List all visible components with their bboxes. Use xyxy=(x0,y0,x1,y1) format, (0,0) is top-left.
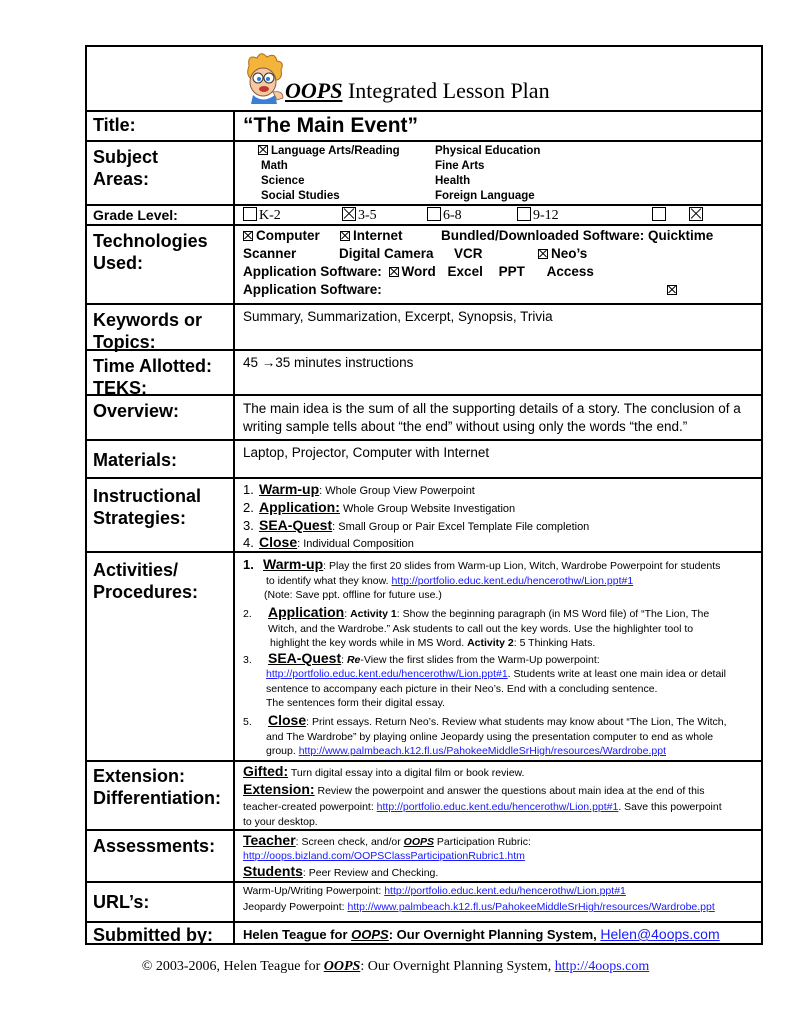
checked-box-icon xyxy=(258,145,268,155)
overview-line: The main idea is the sum of all the supporting details of a story. The conclusion of a xyxy=(243,401,741,416)
wardrobe-ppt-link[interactable]: http://www.palmbeach.k12.fl.us/PahokeeMiddleSrHigh/resources/Wardrobe.ppt xyxy=(347,901,715,913)
technologies-list: Computer Internet Bundled/Downloaded Software: Quicktime Scanner Digital Camera VCR Neo’s Application Software: Word Excel PPT Access Application Software: xyxy=(243,228,714,297)
technologies-label-2: Used: xyxy=(93,253,144,273)
technologies-label xyxy=(87,226,235,303)
list-item: Students: Peer Review and Checking. xyxy=(243,863,439,879)
list-item: Teacher: Screen check, and/or OOPS Participation Rubric: xyxy=(243,832,531,848)
list-item: Jeopardy Powerpoint: http://www.palmbeach.k12.fl.us/PahokeeMiddleSrHigh/resources/Wardrobe.ppt xyxy=(243,901,715,913)
list-item xyxy=(243,849,525,863)
activities-label-1: Activities/ xyxy=(93,560,179,580)
activities-label xyxy=(87,553,235,760)
time-value: 45 →35 minutes instructions xyxy=(243,355,414,370)
header-title xyxy=(285,78,550,104)
assessments-row xyxy=(87,829,761,881)
header-row xyxy=(87,47,761,110)
header-title-text: Integrated Lesson Plan xyxy=(342,78,550,103)
grade-option[interactable]: 9-12 xyxy=(517,207,559,224)
rubric-link[interactable]: http://oops.bizland.com/OOPSClassParticipationRubric1.htm xyxy=(243,850,525,862)
subject-label-1: Subject xyxy=(93,147,159,167)
subject-item: Science xyxy=(261,175,305,187)
overview-row xyxy=(87,394,761,439)
list-item: and The Wardrobe” by playing online Jeopardy using the presentation computer to end as whole xyxy=(266,731,714,743)
subject-item: Language Arts/Reading xyxy=(258,144,400,159)
grade-options xyxy=(237,206,761,224)
list-item: Extension: Review the powerpoint and answer the questions about main idea at the end of this xyxy=(243,781,705,797)
keywords-label-2: Topics: xyxy=(93,332,156,352)
tech-camera: Digital Camera xyxy=(339,246,434,261)
email-link[interactable]: Helen@4oops.com xyxy=(600,926,720,942)
assessments-label: Assessments: xyxy=(87,831,235,881)
tech-app-software-2: Application Software: xyxy=(243,282,382,297)
header-brand: OOPS xyxy=(285,78,343,103)
subject-item: Foreign Language xyxy=(435,190,535,202)
checked-box-icon xyxy=(389,267,399,277)
subject-row xyxy=(87,140,761,204)
list-item: 5. Close: Print essays. Return Neo’s. Review what students may know about “The Lion, The Witch, xyxy=(243,712,727,728)
list-item: Gifted: Turn digital essay into a digital film or book review. xyxy=(243,763,525,779)
list-item: Witch, and the Wardrobe.” Ask students to call out the key words. Use the highlighter tool to xyxy=(268,623,694,635)
grade-option[interactable]: 3-5 xyxy=(342,207,377,224)
list-item: http://portfolio.educ.kent.edu/hencerothw/Lion.ppt#1. Students write at least one main idea or detail xyxy=(266,668,726,680)
submitted-row xyxy=(87,921,761,945)
urls-label: URL’s: xyxy=(87,883,235,921)
checkbox-icon xyxy=(243,207,257,221)
urls-row xyxy=(87,881,761,921)
submitted-value: Helen Teague for OOPS: Our Overnight Planning System, Helen@4oops.com xyxy=(243,926,720,942)
activities-label-2: Procedures: xyxy=(93,582,199,602)
list-item: 1. Warm-up: Whole Group View Powerpoint xyxy=(243,481,475,497)
keywords-label xyxy=(87,305,235,352)
list-item: highlight the key words while in MS Word. Activity 2: 5 Thinking Hats. xyxy=(270,637,596,649)
list-item: group. http://www.palmbeach.k12.fl.us/PahokeeMiddleSrHigh/resources/Wardrobe.ppt xyxy=(266,745,666,757)
title-label: Title: xyxy=(87,112,235,140)
subject-label-2: Areas: xyxy=(93,169,150,189)
overview-label: Overview: xyxy=(87,396,235,439)
strategies-label-2: Strategies: xyxy=(93,508,187,528)
extension-row xyxy=(87,760,761,829)
teks-label: TEKS: xyxy=(93,378,147,398)
checkbox-icon xyxy=(427,207,441,221)
subject-item: Social Studies xyxy=(261,190,340,202)
time-label xyxy=(87,351,235,398)
list-item: 2. Application: Whole Group Website Investigation xyxy=(243,499,516,515)
grade-option[interactable]: 6-8 xyxy=(427,207,462,224)
keywords-row xyxy=(87,303,761,352)
list-item: 3. SEA-Quest: Small Group or Pair Excel Template File completion xyxy=(243,517,590,533)
list-item: to identify what they know. http://portfolio.educ.kent.edu/hencerothw/Lion.ppt#1 xyxy=(266,575,634,587)
subject-item: Fine Arts xyxy=(435,160,485,172)
grade-label: Grade Level: xyxy=(87,206,235,224)
extension-label-1: Extension: xyxy=(93,766,186,786)
materials-row xyxy=(87,439,761,477)
list-item: 1. Warm-up: Play the first 20 slides from Warm-up Lion, Witch, Wardrobe Powerpoint for students xyxy=(243,556,721,572)
checked-box-icon xyxy=(667,285,677,295)
title-row xyxy=(87,110,761,140)
technologies-label-1: Technologies xyxy=(93,231,208,251)
time-row xyxy=(87,349,761,398)
strategies-label-1: Instructional xyxy=(93,486,202,506)
grade-option[interactable] xyxy=(689,207,705,224)
submitted-label: Submitted by: xyxy=(87,923,235,945)
list-item: 2. Application: Activity 1: Show the beginning paragraph (in MS Word file) of “The Lion, The xyxy=(243,604,710,620)
lesson-title: “The Main Event” xyxy=(243,114,419,137)
subject-areas xyxy=(237,142,761,204)
extension-label xyxy=(87,762,235,829)
checked-box-icon xyxy=(243,231,253,241)
list-item: 4. Close: Individual Composition xyxy=(243,534,414,550)
arrow-right-icon: → xyxy=(261,355,276,370)
list-item: Warm-Up/Writing Powerpoint: http://portfolio.educ.kent.edu/hencerothw/Lion.ppt#1 xyxy=(243,885,626,897)
grade-option[interactable]: K-2 xyxy=(243,207,281,224)
subject-item: Math xyxy=(261,160,288,172)
footer: © 2003-2006, Helen Teague for OOPS: Our Overnight Planning System, http://4oops.com xyxy=(141,959,650,974)
strategies-list xyxy=(237,479,761,551)
differentiation-label: Differentiation: xyxy=(93,788,221,808)
checked-box-icon xyxy=(340,231,350,241)
materials-label: Materials: xyxy=(87,441,235,477)
list-item: (Note: Save ppt. offline for future use.) xyxy=(264,589,442,601)
overview-value xyxy=(237,396,761,439)
subject-item: Health xyxy=(435,175,471,187)
strategies-label xyxy=(87,479,235,551)
list-item: sentence to accompany each picture in their Neo’s. End with a concluding sentence. xyxy=(266,683,658,695)
grade-option[interactable] xyxy=(652,207,668,224)
keywords-value: Summary, Summarization, Excerpt, Synopsis, Trivia xyxy=(243,309,553,324)
bundled-software: Bundled/Downloaded Software: Quicktime xyxy=(441,228,714,243)
time-label-1: Time Allotted: xyxy=(93,356,213,376)
list-item: The sentences form their digital essay. xyxy=(266,697,445,709)
list-item: 3. SEA-Quest: Re-View the first slides from the Warm-Up powerpoint: xyxy=(243,650,600,666)
mascot-logo xyxy=(243,52,285,104)
tech-vcr: VCR xyxy=(454,246,483,261)
checkbox-icon xyxy=(652,207,666,221)
strategies-row xyxy=(87,477,761,551)
footer-site-link[interactable]: http://4oops.com xyxy=(554,959,650,974)
tech-scanner: Scanner xyxy=(243,246,297,261)
checked-box-icon xyxy=(689,207,703,221)
overview-line: writing sample tells about “the end” without using only the words “the end.” xyxy=(243,419,688,434)
keywords-label-1: Keywords or xyxy=(93,310,203,330)
lion-ppt-link[interactable]: http://portfolio.educ.kent.edu/hencerothw/Lion.ppt#1 xyxy=(266,668,508,680)
checkbox-icon xyxy=(517,207,531,221)
extension-value xyxy=(237,762,761,829)
urls-value xyxy=(237,883,761,921)
lion-ppt-link[interactable]: http://portfolio.educ.kent.edu/hencerothw/Lion.ppt#1 xyxy=(384,885,626,897)
activities-list xyxy=(237,553,761,760)
activities-row xyxy=(87,551,761,760)
list-item: to your desktop. xyxy=(243,816,318,828)
checked-box-icon xyxy=(342,207,356,221)
list-item: teacher-created powerpoint: http://portfolio.educ.kent.edu/hencerothw/Lion.ppt#1. Save this powerpoint xyxy=(243,801,722,813)
wardrobe-ppt-link[interactable]: http://www.palmbeach.k12.fl.us/PahokeeMiddleSrHigh/resources/Wardrobe.ppt xyxy=(298,745,666,757)
subject-label xyxy=(87,142,235,204)
grade-row xyxy=(87,204,761,224)
lesson-plan-table xyxy=(85,45,763,945)
checked-box-icon xyxy=(538,249,548,259)
subject-item: Physical Education xyxy=(435,145,541,157)
lion-ppt-link[interactable]: http://portfolio.educ.kent.edu/hencerothw/Lion.ppt#1 xyxy=(376,801,619,813)
lion-ppt-link[interactable]: http://portfolio.educ.kent.edu/hencerothw/Lion.ppt#1 xyxy=(391,575,634,587)
materials-value: Laptop, Projector, Computer with Internet xyxy=(243,445,490,460)
technologies-row xyxy=(87,224,761,303)
assessments-value xyxy=(237,831,761,881)
